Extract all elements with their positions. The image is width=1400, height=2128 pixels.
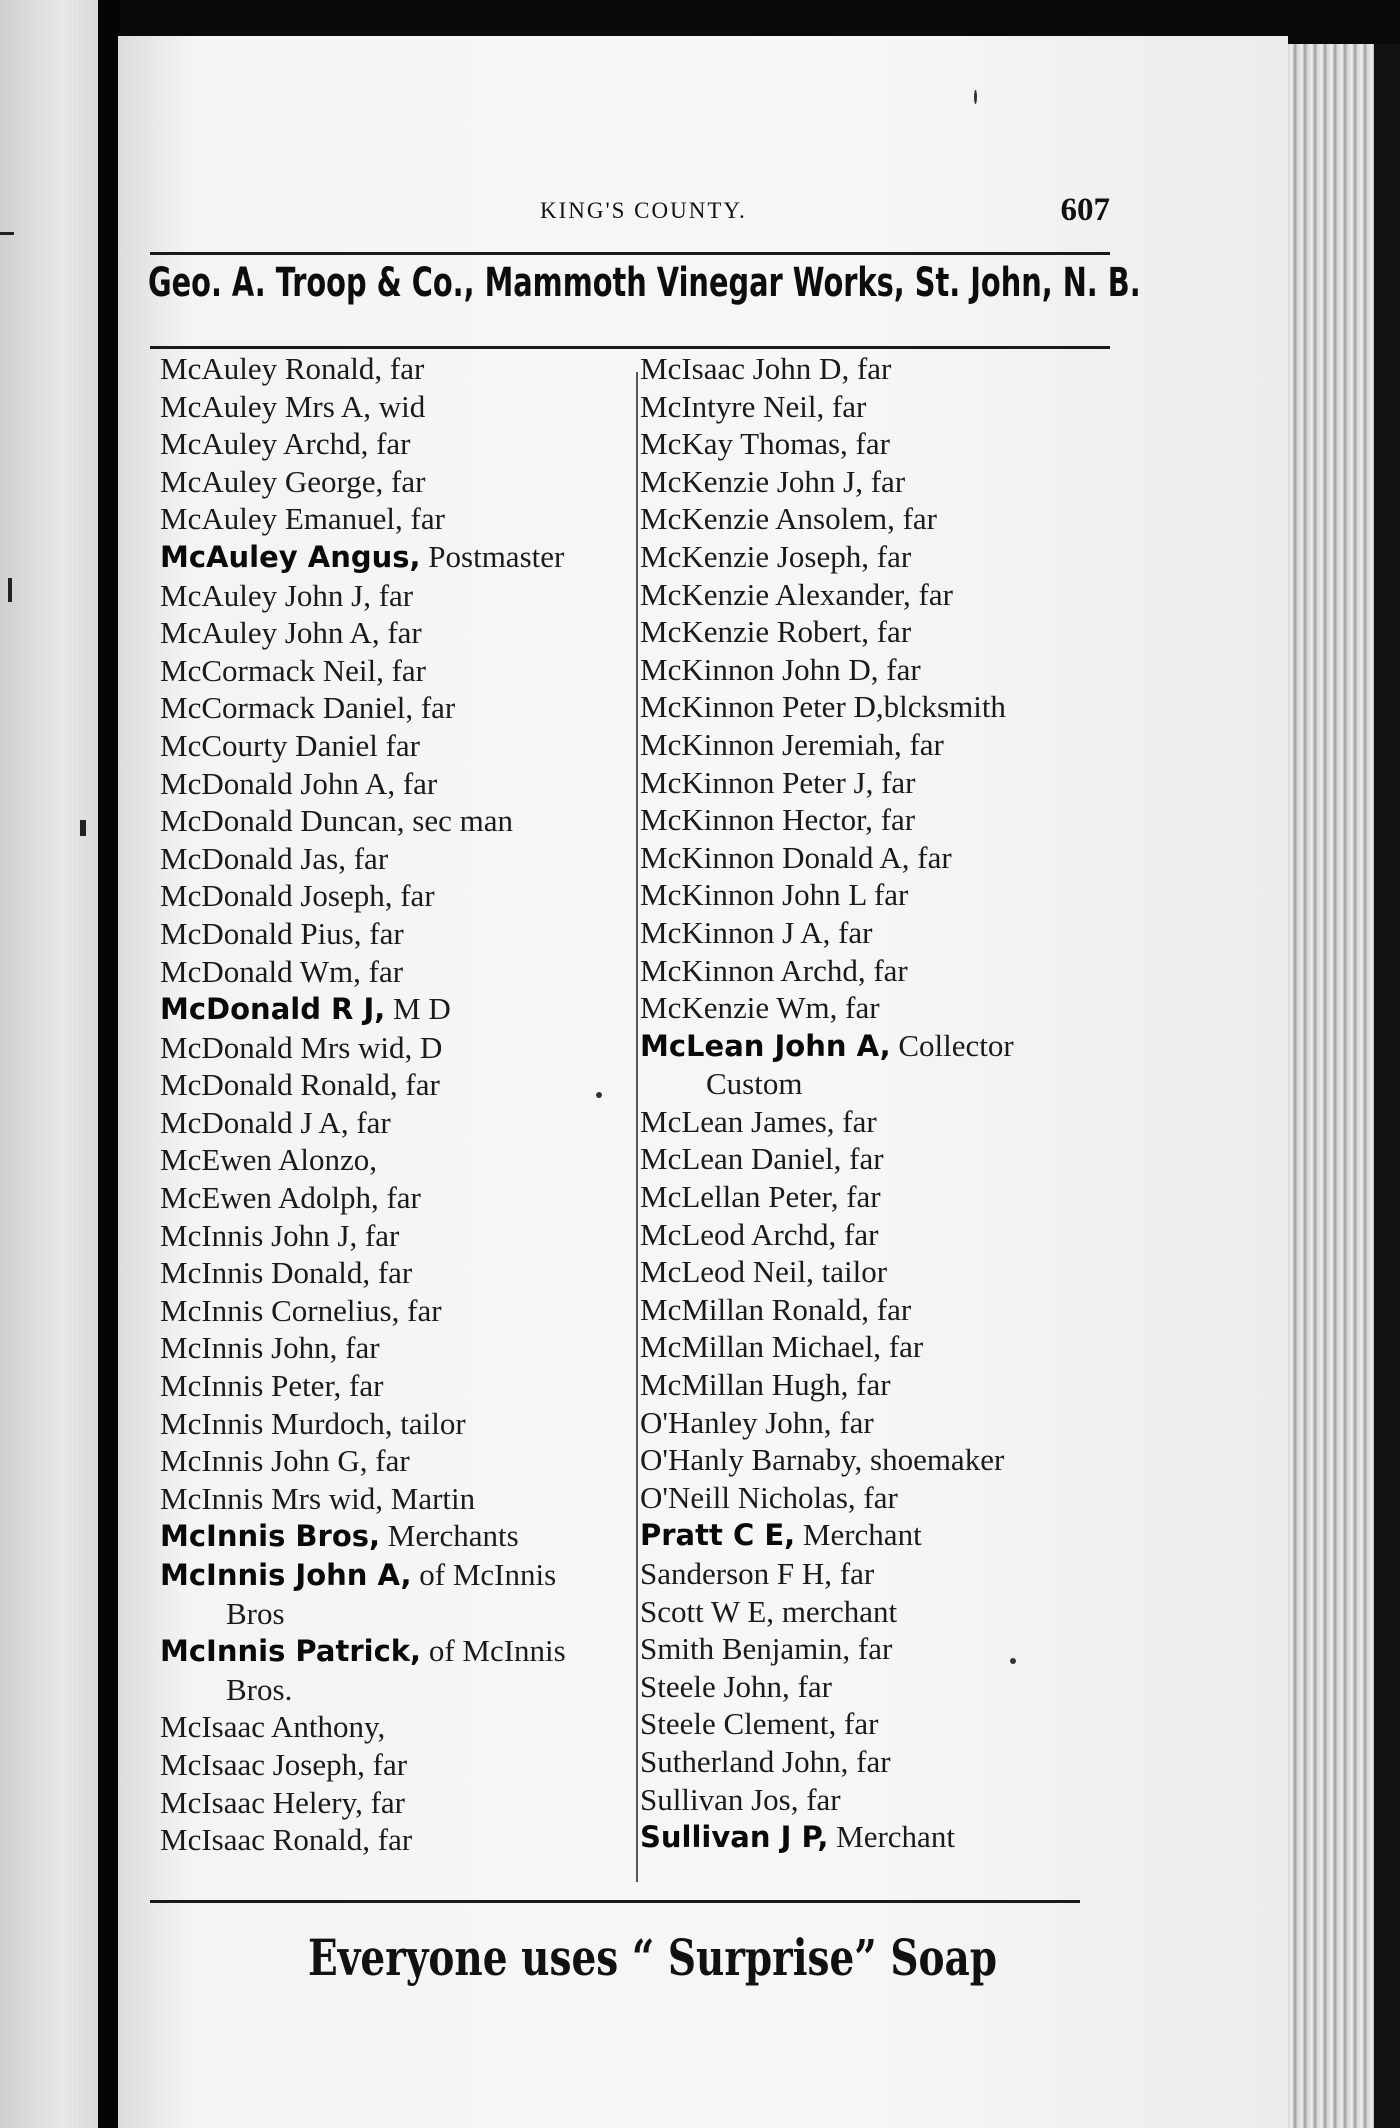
running-head: KING'S COUNTY. xyxy=(540,198,747,223)
directory-entry xyxy=(640,688,1110,726)
directory-entry xyxy=(160,350,632,388)
directory-entry xyxy=(640,1479,1110,1517)
entry-name: McCormack Neil, xyxy=(160,652,384,688)
entry-name: McIntyre Neil, xyxy=(640,388,825,424)
entry-name: McInnis John, xyxy=(160,1330,338,1366)
entry-occupation: far xyxy=(382,351,425,386)
entry-name: Sullivan J P, xyxy=(640,1820,829,1855)
print-speck xyxy=(596,1092,602,1098)
entry-occupation: far xyxy=(872,802,916,838)
directory-entry xyxy=(160,1329,632,1367)
entry-occupation: of McInnis xyxy=(421,1633,566,1669)
entry-name: McDonald Jas, xyxy=(160,840,346,876)
entry-occupation: far xyxy=(348,1104,391,1140)
entry-occupation: Bros xyxy=(226,1595,285,1631)
entry-name: Scott W E, xyxy=(640,1593,775,1629)
entry-name: McKinnon Peter J, xyxy=(640,764,874,800)
directory-entry xyxy=(160,727,632,765)
entry-occupation: far xyxy=(830,914,873,950)
directory-entry xyxy=(160,1632,632,1671)
entry-occupation: shoemaker xyxy=(862,1442,1005,1478)
entry-name: McDonald Ronald, xyxy=(160,1067,398,1103)
entry-occupation: far xyxy=(862,463,906,499)
directory-entry xyxy=(160,463,632,501)
entry-occupation: far xyxy=(836,1216,879,1252)
directory-entry xyxy=(640,1178,1110,1216)
entry-occupation: merchant xyxy=(774,1593,898,1629)
entry-name: McInnis John G, xyxy=(160,1443,368,1479)
entry-name: McDonald J A, xyxy=(160,1104,349,1140)
entry-name: McKay Thomas, xyxy=(640,426,848,462)
entry-name: McInnis John J, xyxy=(160,1217,358,1253)
directory-entry xyxy=(160,1708,632,1746)
entry-name: McLellan Peter, xyxy=(640,1179,839,1215)
entry-name: McAuley Angus, xyxy=(160,539,421,574)
entry-occupation: far xyxy=(850,1631,893,1667)
directory-entry xyxy=(640,1630,1110,1668)
directory-entry-continuation xyxy=(640,1065,1110,1103)
entry-name: McKinnon Hector, xyxy=(640,802,873,838)
entry-name: McDonald John A, xyxy=(160,765,396,801)
directory-entry xyxy=(640,1743,1110,1781)
entry-occupation: far xyxy=(364,1746,408,1782)
entry-name: McInnis Murdoch, xyxy=(160,1405,393,1441)
entry-occupation: Martin xyxy=(383,1480,476,1516)
advert-rule xyxy=(150,346,1110,349)
entry-occupation: Custom xyxy=(706,1066,803,1102)
directory-entry xyxy=(640,1818,1110,1857)
directory-entry xyxy=(160,614,632,652)
entry-name: McMillan Hugh, xyxy=(640,1367,849,1403)
entry-name: McAuley Archd, xyxy=(160,426,369,462)
entry-occupation: far xyxy=(869,1291,912,1327)
directory-entry xyxy=(160,388,632,426)
directory-entry xyxy=(160,1179,632,1217)
entry-occupation: far xyxy=(379,615,422,651)
page-number: 607 xyxy=(1060,192,1110,228)
directory-entry xyxy=(640,914,1110,952)
entry-occupation: far xyxy=(361,915,404,951)
entry-occupation: wid xyxy=(370,388,426,424)
directory-entry xyxy=(640,1441,1110,1479)
directory-entry xyxy=(640,801,1110,839)
directory-entry xyxy=(160,1066,632,1104)
entry-occupation: far xyxy=(910,576,953,612)
entry-name: McKenzie Alexander, xyxy=(640,576,911,612)
bleed-mark xyxy=(8,578,12,602)
entry-name: McKinnon Jeremiah, xyxy=(640,726,902,762)
directory-entry xyxy=(160,689,632,727)
directory-entry xyxy=(640,1253,1110,1291)
adjacent-page-edge xyxy=(0,0,104,2128)
entry-name: McKinnon Donald A, xyxy=(640,839,910,875)
directory-entry xyxy=(160,953,632,991)
entry-occupation: Merchant xyxy=(828,1819,955,1855)
entry-name: McAuley John J, xyxy=(160,577,371,613)
directory-entry xyxy=(160,500,632,538)
entry-occupation: far xyxy=(789,1668,832,1704)
directory-entry xyxy=(640,1103,1110,1141)
directory-entry xyxy=(160,765,632,803)
entry-name: McKenzie Wm, xyxy=(640,990,838,1026)
entry-name: McKenzie Joseph, xyxy=(640,538,869,574)
entry-occupation: far xyxy=(831,1404,874,1440)
entry-occupation: far xyxy=(834,1103,877,1139)
directory-entry xyxy=(160,1217,632,1255)
directory-entry xyxy=(640,1366,1110,1404)
directory-entry xyxy=(160,840,632,878)
entry-name: McInnis Peter, xyxy=(160,1368,342,1404)
directory-entry xyxy=(160,1141,632,1179)
directory-entry xyxy=(640,538,1110,576)
entry-occupation: far xyxy=(855,1479,898,1515)
entry-name: McAuley Emanuel, xyxy=(160,501,403,537)
directory-entry-continuation xyxy=(160,1595,632,1633)
entry-name: McIsaac Ronald, xyxy=(160,1822,371,1858)
entry-occupation: tailor xyxy=(392,1405,466,1441)
footer-rule xyxy=(150,1900,1080,1903)
directory-entry xyxy=(160,1784,632,1822)
entry-name: Sullivan Jos, xyxy=(640,1781,799,1817)
directory-entry xyxy=(640,764,1110,802)
page-header xyxy=(150,192,1110,244)
directory-entry xyxy=(160,1254,632,1292)
entry-name: McInnis Patrick, xyxy=(160,1634,422,1669)
entry-name: McLean James, xyxy=(640,1103,835,1139)
directory-entry xyxy=(640,1516,1110,1555)
entry-occupation: far xyxy=(873,764,916,800)
entry-name: McDonald Joseph, xyxy=(160,878,393,914)
directory-column-right xyxy=(640,350,1110,1857)
entry-occupation: far xyxy=(824,388,867,424)
entry-occupation: far xyxy=(837,990,880,1026)
entry-name: McIsaac John D, xyxy=(640,351,850,386)
bleed-mark xyxy=(0,232,14,235)
entry-name: McDonald R J, xyxy=(160,992,386,1027)
entry-occupation: far xyxy=(368,426,411,462)
directory-entry xyxy=(160,1367,632,1405)
entry-occupation: far xyxy=(360,953,404,989)
advert-banner-top: Geo. A. Troop & Co., Mammoth Vinegar Works, St. John, N. B. xyxy=(148,260,1141,306)
entry-occupation: far xyxy=(370,577,414,613)
entry-name: McDonald Wm, xyxy=(160,953,361,989)
directory-entry xyxy=(640,1027,1110,1066)
directory-entry xyxy=(640,1328,1110,1366)
entry-name: McKinnon Archd, xyxy=(640,952,866,988)
entry-name: McLean Daniel, xyxy=(640,1141,842,1177)
entry-occupation: far xyxy=(901,726,944,762)
entry-occupation: far xyxy=(869,538,912,574)
entry-name: Steele Clement, xyxy=(640,1706,837,1742)
entry-name: McInnis Bros, xyxy=(160,1519,381,1554)
entry-name: McCourty Daniel xyxy=(160,727,378,763)
directory-entry xyxy=(640,1140,1110,1178)
print-speck xyxy=(1010,1658,1016,1664)
directory-entry xyxy=(160,538,632,577)
directory-entry-continuation xyxy=(160,1671,632,1709)
directory-entry xyxy=(160,1821,632,1859)
entry-occupation: far xyxy=(378,1180,421,1216)
entry-occupation: far xyxy=(413,690,456,726)
entry-occupation: far xyxy=(392,878,435,914)
entry-occupation: far xyxy=(402,501,445,537)
directory-entry xyxy=(160,1104,632,1142)
entry-occupation: wid, D xyxy=(350,1029,443,1065)
advert-banner-bottom: Everyone uses “ Surprise” Soap xyxy=(308,1928,998,1987)
entry-occupation: far xyxy=(367,1443,410,1479)
entry-name: McIsaac Anthony, xyxy=(160,1709,386,1745)
directory-entry xyxy=(160,990,632,1029)
entry-name: McKenzie John J, xyxy=(640,463,863,499)
entry-name: O'Hanly Barnaby, xyxy=(640,1442,863,1478)
entry-name: McDonald Mrs xyxy=(160,1029,351,1065)
entry-name: Smith Benjamin, xyxy=(640,1631,851,1667)
directory-entry xyxy=(160,1746,632,1784)
entry-name: McInnis Mrs wid, xyxy=(160,1480,384,1516)
entry-occupation: far xyxy=(377,727,420,763)
entry-occupation: far xyxy=(383,463,426,499)
entry-occupation: Postmaster xyxy=(420,538,565,574)
directory-entry xyxy=(640,1404,1110,1442)
entry-occupation: far xyxy=(909,839,952,875)
directory-entry xyxy=(640,952,1110,990)
entry-name: McMillan Ronald, xyxy=(640,1291,870,1327)
entry-name: McKinnon J A, xyxy=(640,914,831,950)
entry-name: McInnis Donald, xyxy=(160,1255,371,1291)
entry-occupation: far xyxy=(836,1706,879,1742)
directory-entry xyxy=(160,652,632,690)
entry-name: McDonald Duncan, xyxy=(160,803,405,839)
entry-occupation: far xyxy=(341,1368,384,1404)
entry-occupation: far xyxy=(848,1367,891,1403)
book-gutter xyxy=(98,0,120,2128)
entry-occupation: far xyxy=(399,1292,442,1328)
entry-name: McMillan Michael, xyxy=(640,1329,882,1365)
entry-name: McEwen Alonzo, xyxy=(160,1142,377,1178)
entry-occupation: Bros. xyxy=(226,1671,293,1707)
entry-occupation: far xyxy=(345,840,389,876)
directory-entry xyxy=(160,1292,632,1330)
entry-name: McKenzie Robert, xyxy=(640,614,869,650)
directory-entry xyxy=(640,500,1110,538)
directory-entry xyxy=(640,839,1110,877)
entry-occupation: far xyxy=(798,1781,841,1817)
directory-entry xyxy=(640,1216,1110,1254)
directory-entry xyxy=(160,915,632,953)
entry-occupation: Merchant xyxy=(795,1517,922,1553)
directory-entry xyxy=(640,576,1110,614)
entry-occupation: far xyxy=(878,651,921,687)
directory-entry xyxy=(640,350,1110,388)
entry-occupation: far xyxy=(370,1255,413,1291)
entry-occupation: sec man xyxy=(404,803,513,839)
entry-name: McLeod Neil, xyxy=(640,1254,814,1290)
directory-entry xyxy=(160,1517,632,1556)
directory-entry xyxy=(160,1405,632,1443)
entry-occupation: Merchants xyxy=(380,1518,519,1554)
directory-entry xyxy=(640,651,1110,689)
directory-entry xyxy=(640,425,1110,463)
directory-entry xyxy=(640,463,1110,501)
entry-occupation: Collector xyxy=(890,1027,1014,1063)
entry-occupation: far xyxy=(337,1330,380,1366)
print-speck xyxy=(974,90,977,104)
entry-name: O'Hanley John, xyxy=(640,1404,832,1440)
directory-entry xyxy=(640,1781,1110,1819)
entry-name: Steele John, xyxy=(640,1668,790,1704)
directory-entry xyxy=(160,425,632,463)
directory-entry xyxy=(160,802,632,840)
directory-entry xyxy=(640,989,1110,1027)
directory-entry xyxy=(160,577,632,615)
entry-occupation: M D xyxy=(385,991,451,1027)
entry-name: McKinnon John D, xyxy=(640,651,879,687)
entry-name: Sanderson F H, xyxy=(640,1556,833,1591)
entry-occupation: tailor xyxy=(813,1254,888,1290)
entry-name: McAuley Mrs A, xyxy=(160,388,371,424)
entry-name: McInnis John A, xyxy=(160,1558,412,1592)
entry-occupation: far xyxy=(841,1141,884,1177)
entry-occupation: far xyxy=(838,1179,881,1215)
entry-occupation: far xyxy=(370,1822,413,1858)
entry-name: McEwen Adolph, xyxy=(160,1180,379,1216)
entry-occupation: far xyxy=(847,426,890,462)
entry-occupation: far xyxy=(865,952,908,988)
entry-name: McLean John A, xyxy=(640,1028,891,1063)
directory-entry xyxy=(640,726,1110,764)
column-divider xyxy=(636,372,638,1882)
entry-occupation: far xyxy=(832,1556,875,1591)
directory-column-left xyxy=(160,350,632,1859)
entry-name: McKinnon Peter D, xyxy=(640,689,884,725)
entry-occupation: far xyxy=(395,765,438,801)
entry-name: Sutherland John, xyxy=(640,1743,849,1779)
directory-entry xyxy=(160,877,632,915)
directory-entry xyxy=(160,1029,632,1067)
entry-occupation: far xyxy=(848,1743,891,1779)
entry-name: McLeod Archd, xyxy=(640,1216,837,1252)
entry-occupation: far xyxy=(866,877,909,913)
page-stack-edges xyxy=(1288,44,1400,2128)
entry-name: McKinnon John L xyxy=(640,877,867,913)
entry-name: Pratt C E, xyxy=(640,1518,796,1553)
entry-name: McIsaac Joseph, xyxy=(160,1746,365,1782)
directory-entry xyxy=(160,1480,632,1518)
directory-entry xyxy=(640,1555,1110,1593)
directory-entry xyxy=(640,1705,1110,1743)
entry-name: McAuley John A, xyxy=(160,615,380,651)
entry-name: McAuley George, xyxy=(160,463,384,499)
directory-entry xyxy=(640,613,1110,651)
entry-name: McIsaac Helery, xyxy=(160,1784,363,1820)
entry-occupation: far xyxy=(849,351,892,386)
entry-occupation: far xyxy=(357,1217,400,1253)
entry-name: McKenzie Ansolem, xyxy=(640,501,895,537)
entry-occupation: far xyxy=(397,1067,440,1103)
header-rule xyxy=(150,252,1110,255)
entry-name: McDonald Pius, xyxy=(160,915,362,951)
entry-name: McInnis Cornelius, xyxy=(160,1292,400,1328)
entry-occupation: far xyxy=(894,501,937,537)
bleed-mark xyxy=(80,820,86,836)
entry-occupation: far xyxy=(881,1329,924,1365)
entry-name: McCormack Daniel, xyxy=(160,690,414,726)
directory-entry xyxy=(640,1593,1110,1631)
directory-entry xyxy=(640,876,1110,914)
entry-occupation: blcksmith xyxy=(883,689,1006,725)
directory-entry xyxy=(640,388,1110,426)
entry-name: McAuley Ronald, xyxy=(160,351,383,386)
directory-entry xyxy=(640,1668,1110,1706)
entry-occupation: far xyxy=(362,1784,405,1820)
entry-occupation: of McInnis xyxy=(411,1557,557,1592)
entry-name: O'Neill Nicholas, xyxy=(640,1479,856,1515)
directory-entry xyxy=(640,1291,1110,1329)
entry-occupation: far xyxy=(868,614,912,650)
directory-entry xyxy=(160,1442,632,1480)
entry-occupation: far xyxy=(383,652,426,688)
directory-entry xyxy=(160,1556,632,1595)
